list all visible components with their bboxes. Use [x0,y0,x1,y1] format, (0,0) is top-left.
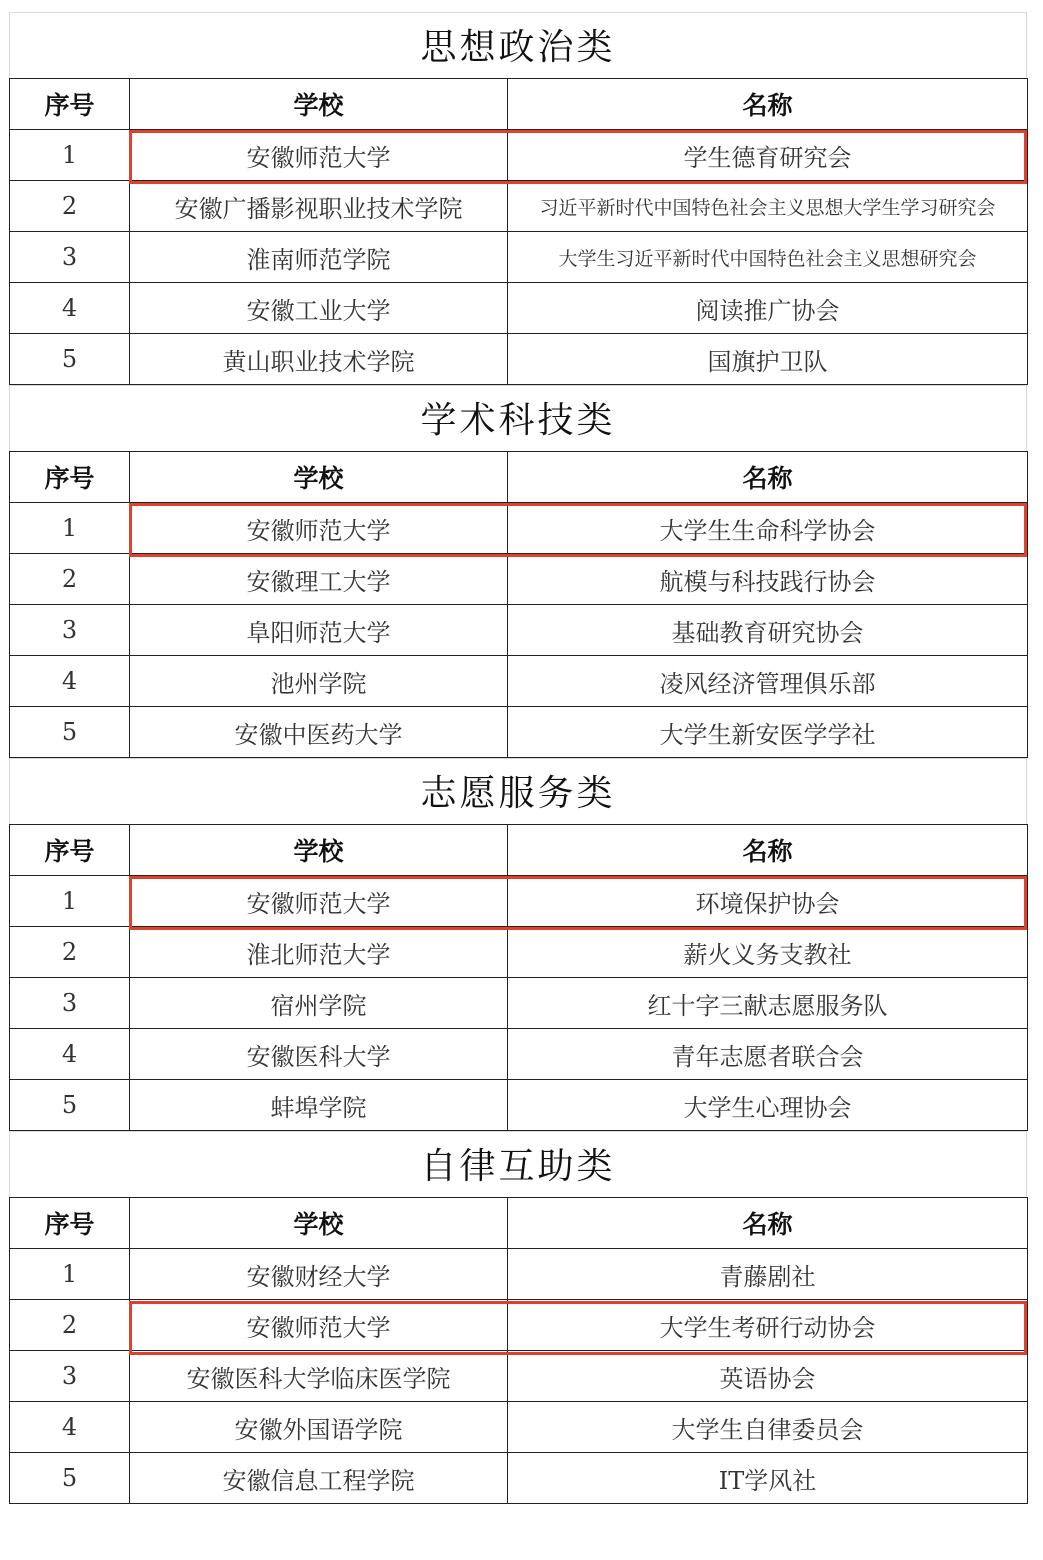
header-name: 名称 [508,452,1028,503]
row-school: 安徽师范大学 [130,1300,508,1351]
table-row [10,1029,1028,1080]
header-school: 学校 [130,825,508,876]
row-name: 大学生习近平新时代中国特色社会主义思想研究会 [508,232,1028,283]
row-name: 大学生新安医学学社 [508,707,1028,758]
header-name: 名称 [508,79,1028,130]
row-school: 池州学院 [130,656,508,707]
table-row [10,232,1028,283]
row-name: 大学生考研行动协会 [508,1300,1028,1351]
table-row [10,554,1028,605]
table-row [10,334,1028,385]
table-row [10,503,1028,554]
row-index: 1 [10,503,130,554]
row-name: 国旗护卫队 [508,334,1028,385]
row-name: 学生德育研究会 [508,130,1028,181]
row-index: 2 [10,181,130,232]
row-index: 2 [10,927,130,978]
table-row [10,927,1028,978]
row-name: IT学风社 [508,1453,1028,1504]
row-index: 4 [10,1029,130,1080]
table-row [10,707,1028,758]
row-index: 1 [10,1249,130,1300]
table-header-row [10,1198,1028,1249]
header-index: 序号 [10,452,130,503]
section-title: 思想政治类 [9,12,1027,78]
row-index: 5 [10,1453,130,1504]
row-school: 淮南师范学院 [130,232,508,283]
section-volunteer [9,758,1027,1131]
ranking-table [9,824,1028,1131]
section-ideology [9,12,1027,385]
section-title: 志愿服务类 [9,758,1027,824]
header-index: 序号 [10,1198,130,1249]
row-index: 5 [10,707,130,758]
row-school: 安徽工业大学 [130,283,508,334]
row-school: 黄山职业技术学院 [130,334,508,385]
row-name: 英语协会 [508,1351,1028,1402]
row-name: 大学生生命科学协会 [508,503,1028,554]
row-school: 安徽师范大学 [130,876,508,927]
table-row [10,1351,1028,1402]
table-row [10,1080,1028,1131]
row-name: 青年志愿者联合会 [508,1029,1028,1080]
row-name: 基础教育研究协会 [508,605,1028,656]
row-school: 安徽广播影视职业技术学院 [130,181,508,232]
header-index: 序号 [10,79,130,130]
table-row [10,1300,1028,1351]
ranking-table [9,78,1028,385]
row-name: 薪火义务支教社 [508,927,1028,978]
row-index: 5 [10,1080,130,1131]
row-school: 淮北师范大学 [130,927,508,978]
table-row [10,1453,1028,1504]
header-index: 序号 [10,825,130,876]
row-index: 4 [10,656,130,707]
table-header-row [10,825,1028,876]
ranking-table [9,451,1028,758]
header-school: 学校 [130,452,508,503]
row-name: ‭习近平新时代中国特色社会主义思想大学生学习研究会‬ [508,181,1028,232]
row-school: 宿州学院 [130,978,508,1029]
header-school: 学校 [130,1198,508,1249]
row-name: 青藤剧社 [508,1249,1028,1300]
row-index: 3 [10,1351,130,1402]
row-school: 安徽信息工程学院 [130,1453,508,1504]
row-index: 1 [10,876,130,927]
table-row [10,130,1028,181]
section-title: 学术科技类 [9,385,1027,451]
row-school: 安徽师范大学 [130,503,508,554]
table-row [10,181,1028,232]
row-index: 3 [10,978,130,1029]
row-school: 阜阳师范大学 [130,605,508,656]
header-name: 名称 [508,1198,1028,1249]
row-index: 1 [10,130,130,181]
table-row [10,1402,1028,1453]
row-school: 蚌埠学院 [130,1080,508,1131]
section-academic [9,385,1027,758]
row-school: 安徽医科大学 [130,1029,508,1080]
table-header-row [10,452,1028,503]
row-school: 安徽中医药大学 [130,707,508,758]
header-school: 学校 [130,79,508,130]
table-row [10,876,1028,927]
row-name: 大学生自律委员会 [508,1402,1028,1453]
table-header-row [10,79,1028,130]
row-index: 3 [10,232,130,283]
row-name: 航模与科技践行协会 [508,554,1028,605]
row-school: 安徽医科大学临床医学院 [130,1351,508,1402]
document-page [9,12,1027,1504]
section-title: 自律互助类 [9,1131,1027,1197]
table-row [10,605,1028,656]
row-index: 4 [10,1402,130,1453]
row-index: 5 [10,334,130,385]
row-name: 阅读推广协会 [508,283,1028,334]
table-row [10,978,1028,1029]
row-name: 凌风经济管理俱乐部 [508,656,1028,707]
row-name: 环境保护协会 [508,876,1028,927]
header-name: 名称 [508,825,1028,876]
table-row [10,1249,1028,1300]
row-school: 安徽外国语学院 [130,1402,508,1453]
row-name: 大学生心理协会 [508,1080,1028,1131]
row-index: 4 [10,283,130,334]
row-school: 安徽师范大学 [130,130,508,181]
row-school: 安徽财经大学 [130,1249,508,1300]
section-self-discipline [9,1131,1027,1504]
row-school: 安徽理工大学 [130,554,508,605]
row-index: 2 [10,554,130,605]
row-index: 2 [10,1300,130,1351]
table-row [10,283,1028,334]
row-index: 3 [10,605,130,656]
row-name: 红十字三献志愿服务队 [508,978,1028,1029]
ranking-table [9,1197,1028,1504]
table-row [10,656,1028,707]
